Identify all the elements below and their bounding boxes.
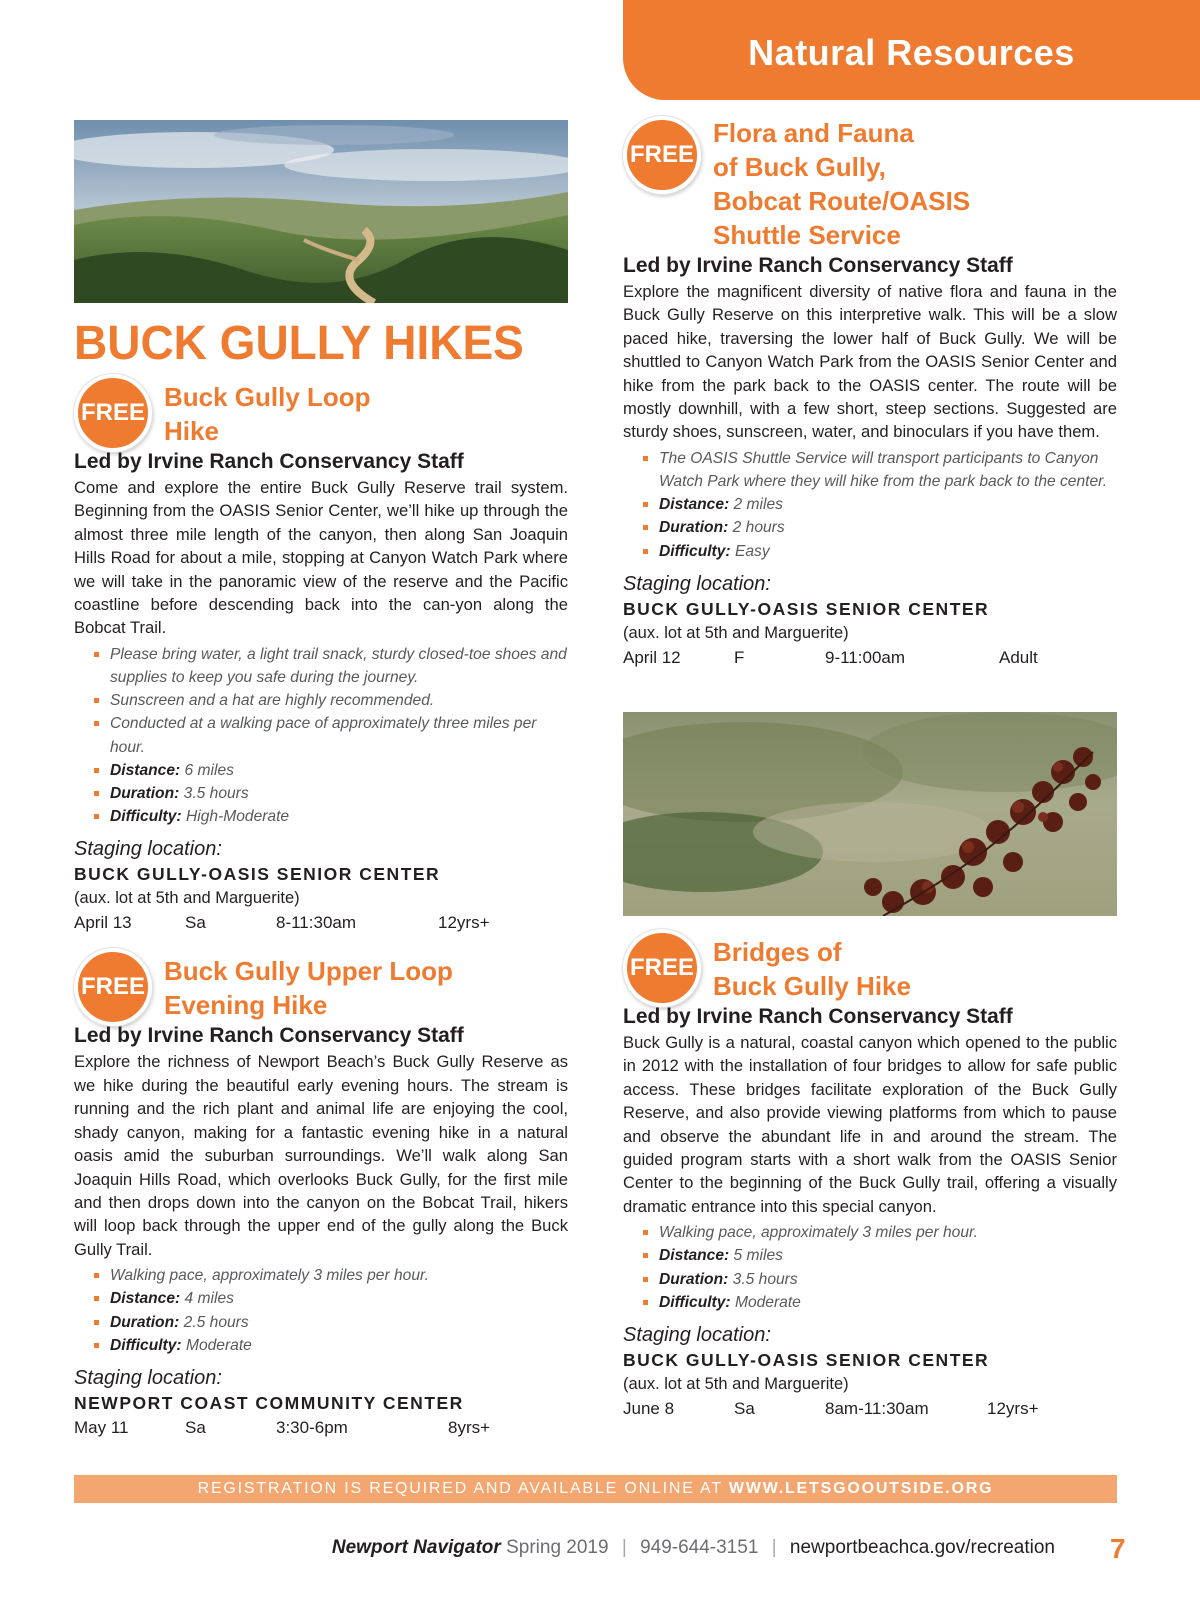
staging-label: Staging location: — [74, 838, 222, 861]
session-age: 12yrs+ — [987, 1399, 1039, 1419]
staging-location-name: BUCK GULLY-OASIS SENIOR CENTER — [74, 864, 441, 885]
free-badge: FREE — [623, 116, 701, 194]
led-by: Led by Irvine Ranch Conservancy Staff — [623, 254, 1013, 277]
session-row — [74, 910, 568, 936]
list-item: Difficulty: Easy — [643, 540, 1117, 563]
free-badge: FREE — [623, 929, 701, 1007]
registration-banner — [74, 1475, 1117, 1503]
event-description: Buck Gully is a natural, coastal canyon which opened to the public in 2012 with the installation of four bridges to allow for safe public access. These bridges facilitate exploration of the Buck Gully Reserve, and also provide viewing platforms from which to pause and observe the abundant life in and around the stream. The guided program starts with a short walk from the OASIS Senior Center to the beginning of the Buck Gully trail, offering a visually dramatic entrance into this special canyon. — [623, 1033, 1117, 1216]
list-item: Difficulty: High-Moderate — [94, 805, 568, 828]
led-by: Led by Irvine Ranch Conservancy Staff — [74, 450, 464, 473]
event-details-list — [643, 447, 1117, 563]
list-item: Distance: 2 miles — [643, 493, 1117, 516]
event-title: Buck Gully Upper Loop Evening Hike — [164, 956, 453, 1021]
staging-label: Staging location: — [623, 1324, 771, 1347]
list-item: Duration: 2.5 hours — [94, 1311, 568, 1334]
event-bridges-of-buck-gully-hike — [623, 929, 1117, 1422]
website-link[interactable]: newportbeachca.gov/recreation — [789, 1537, 1055, 1558]
list-item: Distance: 4 miles — [94, 1287, 568, 1310]
session-date: May 11 — [74, 1417, 129, 1437]
page-number: 7 — [1110, 1533, 1126, 1564]
event-title: Buck Gully Loop Hike — [164, 382, 371, 446]
buckwheat-flowers-photo — [623, 712, 1117, 916]
phone-number: 949-644-3151 — [640, 1537, 759, 1558]
list-item: Walking pace, approximately 3 miles per hour. — [643, 1221, 1117, 1244]
session-day: F — [734, 647, 745, 667]
list-item: Conducted at a walking pace of approximately three miles per hour. — [94, 712, 568, 758]
session-time: 9-11:00am — [825, 647, 906, 667]
staging-location-name: BUCK GULLY-OASIS SENIOR CENTER — [623, 598, 990, 619]
session-date: April 12 — [623, 647, 681, 667]
event-description: Explore the richness of Newport Beach’s Buck Gully Reserve as we hike during the beautiful early evening hours. The stream is running and the rich plant and animal life are enjoying the cool, shady canyon, making for a fantastic evening hike in a natural oasis amid the suburban surroundings. We’ll walk along San Joaquin Hills Road, which overlooks Buck Gully, for the first mile and then drops down into the canyon on the Bobcat Trail, hikers will loop back through the upper end of the gully along the Buck Gully Trail. — [74, 1052, 568, 1259]
session-row — [623, 1396, 1117, 1422]
staging-location-name: NEWPORT COAST COMMUNITY CENTER — [74, 1392, 464, 1413]
registration-text: REGISTRATION IS REQUIRED AND AVAILABLE ONLINE AT — [197, 1480, 723, 1497]
section-title: BUCK GULLY HIKES — [74, 314, 524, 370]
staging-location-detail: (aux. lot at 5th and Marguerite) — [623, 623, 849, 642]
issue-label: Spring 2019 — [506, 1537, 609, 1558]
session-date: April 13 — [74, 913, 132, 933]
event-details-list — [94, 643, 568, 829]
event-details-list — [94, 1264, 568, 1357]
list-item: Please bring water, a light trail snack, sturdy closed-toe shoes and supplies to keep you safe during the journey. — [94, 643, 568, 689]
staging-location-detail: (aux. lot at 5th and Marguerite) — [623, 1375, 849, 1394]
event-description: Come and explore the entire Buck Gully Reserve trail system. Beginning from the OASIS Senior Center, we’ll hike up through the almost three mile length of the canyon, then along San Joaquin Hills Road for about a mile, stopping at Canyon Watch Park where we will take in the panoramic view of the reserve and the Pacific coastline before descending back into the can-yon along the Bobcat Trail. — [74, 478, 568, 638]
canyon-landscape-photo — [74, 120, 568, 303]
session-time: 3:30-6pm — [276, 1417, 348, 1437]
footer-text — [332, 1537, 1055, 1559]
session-time: 8-11:30am — [276, 913, 357, 933]
list-item: Duration: 3.5 hours — [94, 782, 568, 805]
event-buck-gully-loop-hike — [74, 374, 568, 936]
event-title: Bridges of Buck Gully Hike — [713, 937, 911, 1001]
staging-location-name: BUCK GULLY-OASIS SENIOR CENTER — [623, 1350, 990, 1371]
session-day: Sa — [185, 913, 206, 933]
staging-location-detail: (aux. lot at 5th and Marguerite) — [74, 889, 300, 908]
list-item: Duration: 3.5 hours — [643, 1268, 1117, 1291]
staging-label: Staging location: — [623, 572, 771, 595]
list-item: Distance: 5 miles — [643, 1244, 1117, 1267]
footer-separator: | — [621, 1537, 627, 1558]
section-header-tab — [623, 0, 1200, 100]
session-day: Sa — [185, 1417, 206, 1437]
list-item: Walking pace, approximately 3 miles per hour. — [94, 1264, 568, 1287]
session-row — [623, 645, 1117, 671]
session-time: 8am-11:30am — [825, 1399, 929, 1419]
section-header-title: Natural Resources — [748, 32, 1075, 73]
list-item: The OASIS Shuttle Service will transport participants to Canyon Watch Park where they will hike from the park back to the center. — [643, 447, 1117, 493]
session-row — [74, 1415, 568, 1441]
led-by: Led by Irvine Ranch Conservancy Staff — [623, 1005, 1013, 1028]
event-flora-and-fauna — [623, 116, 1117, 671]
session-age: 12yrs+ — [438, 913, 490, 933]
session-age: 8yrs+ — [448, 1417, 491, 1437]
event-details-list — [643, 1221, 1117, 1314]
event-title: Flora and Fauna of Buck Gully, Bobcat Route/OASIS Shuttle Service — [713, 118, 971, 250]
free-badge: FREE — [74, 948, 152, 1026]
list-item: Duration: 2 hours — [643, 516, 1117, 539]
list-item: Difficulty: Moderate — [94, 1334, 568, 1357]
session-date: June 8 — [623, 1399, 675, 1419]
list-item: Difficulty: Moderate — [643, 1291, 1117, 1314]
staging-label: Staging location: — [74, 1366, 222, 1389]
session-day: Sa — [734, 1399, 755, 1419]
magazine-name: Newport Navigator — [331, 1537, 501, 1558]
footer-separator: | — [771, 1537, 777, 1558]
list-item: Sunscreen and a hat are highly recommended. — [94, 689, 568, 712]
session-age: Adult — [999, 647, 1038, 667]
list-item: Distance: 6 miles — [94, 759, 568, 782]
page-footer — [0, 1533, 1200, 1565]
registration-link[interactable]: WWW.LETSGOOUTSIDE.ORG — [728, 1480, 994, 1497]
free-badge: FREE — [74, 374, 152, 452]
led-by: Led by Irvine Ranch Conservancy Staff — [74, 1024, 464, 1048]
event-buck-gully-upper-loop-evening-hike — [74, 948, 568, 1440]
event-description: Explore the magnificent diversity of native flora and fauna in the Buck Gully Reserve on this interpretive walk. This will be a slow paced hike, traversing the lower half of Buck Gully. We will be shuttled to Canyon Watch Park from the OASIS Senior Center and hike from the park back to the OASIS center. The route will be mostly downhill, with a few short, steep sections. Suggested are sturdy shoes, sunscreen, water, and binoculars if you have them. — [623, 282, 1117, 442]
